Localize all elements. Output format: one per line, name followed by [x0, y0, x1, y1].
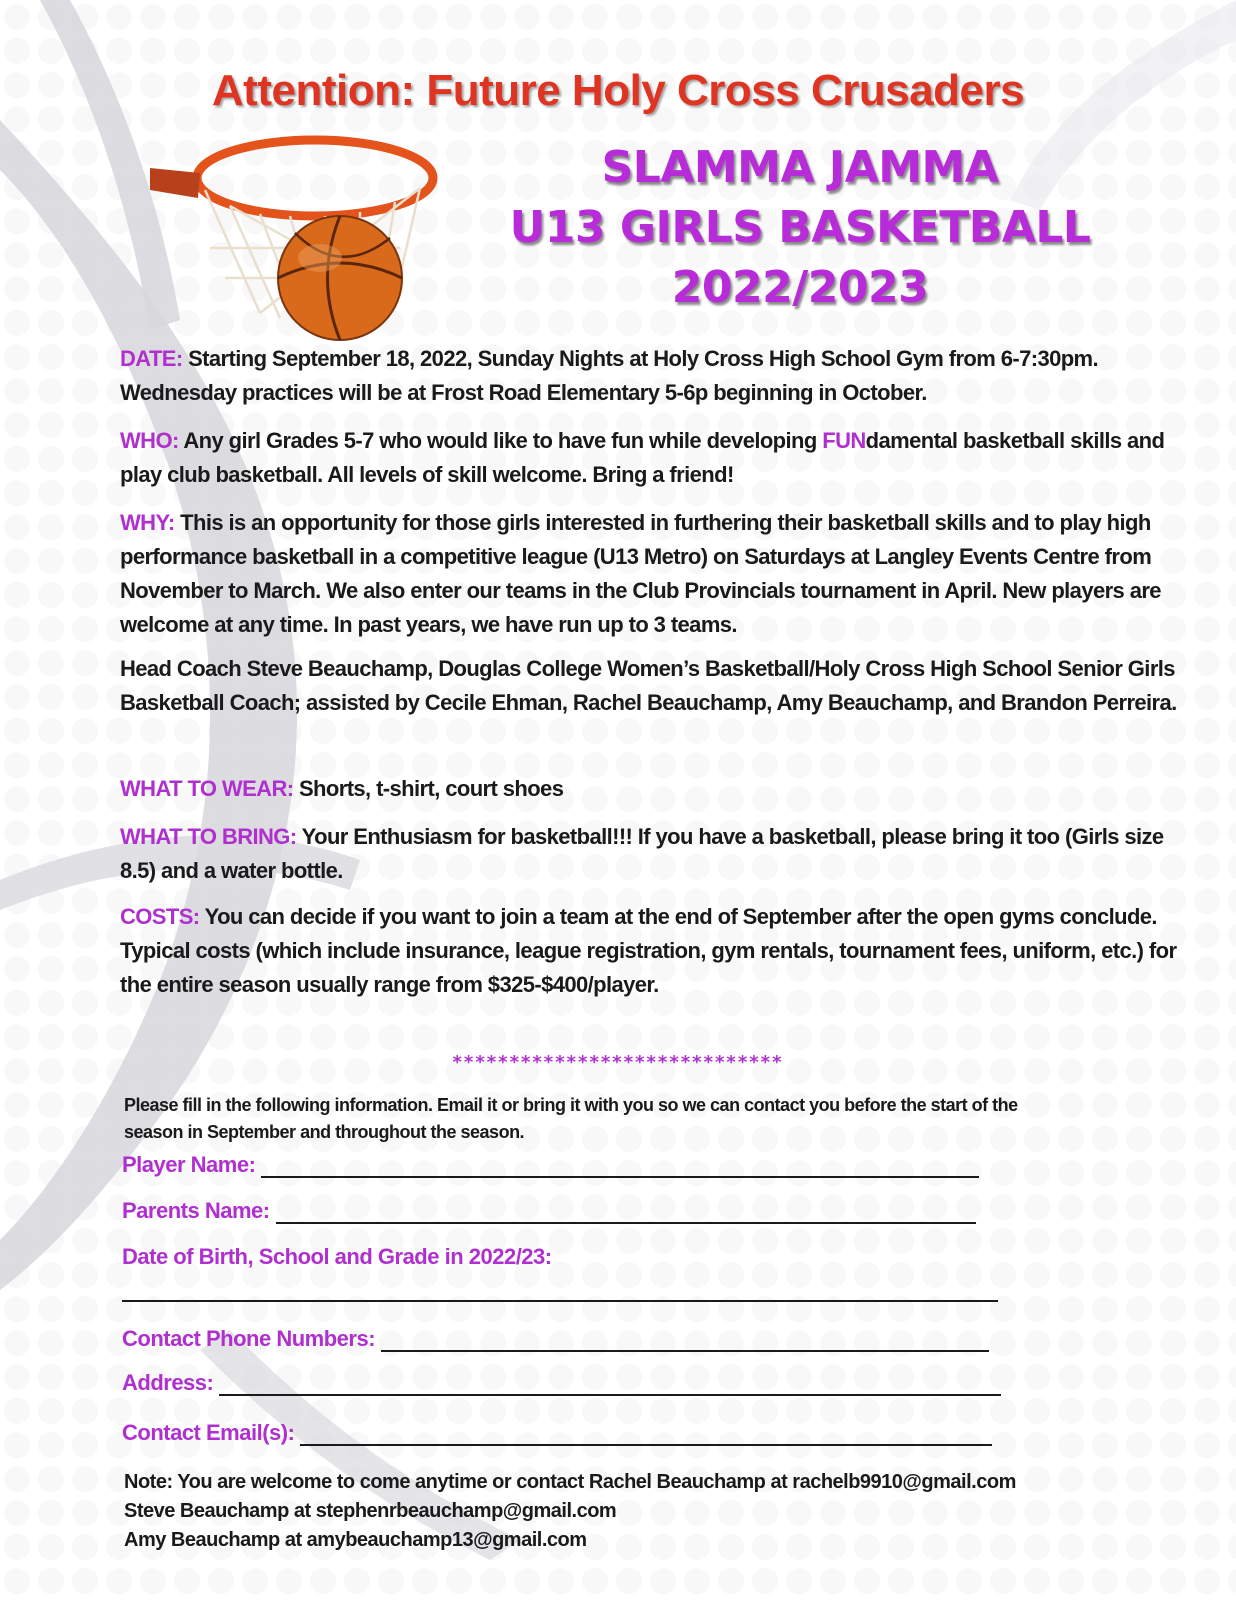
costs-paragraph	[120, 900, 1180, 1002]
note-line-3: Amy Beauchamp at amybeauchamp13@gmail.com	[124, 1529, 587, 1551]
who-fun-highlight: FUN	[822, 428, 866, 453]
basketball-hoop-icon	[150, 128, 440, 348]
form-instructions: Please fill in the following information. Email it or bring it with you so we can contact you before the start of the season in September and throughout the season.	[124, 1095, 1018, 1142]
player-name-label: Player Name:	[122, 1152, 256, 1177]
who-text-after: damental basketball skills and play club basketball. All levels of skill welcome. Bring a friend!	[120, 428, 1165, 487]
contact-phone-label: Contact Phone Numbers:	[122, 1326, 376, 1351]
title-line-1: SLAMMA JAMMA	[601, 142, 999, 193]
coaches-paragraph	[120, 652, 1180, 720]
dob-school-grade-line[interactable]	[122, 1300, 998, 1302]
who-label: WHO:	[120, 428, 179, 453]
attention-heading: Attention: Future Holy Cross Crusaders	[211, 66, 1025, 115]
contact-email-label: Contact Email(s):	[122, 1420, 295, 1445]
what-to-bring-label: WHAT TO BRING:	[120, 824, 297, 849]
contact-email-field[interactable]	[122, 1420, 992, 1446]
player-name-field[interactable]	[122, 1152, 979, 1178]
contact-phone-line[interactable]	[381, 1328, 989, 1352]
title-line-2: U13 GIRLS BASKETBALL	[509, 202, 1091, 253]
who-paragraph	[120, 424, 1180, 492]
parents-name-label: Parents Name:	[122, 1198, 270, 1223]
what-to-wear-text: Shorts, t-shirt, court shoes	[293, 776, 564, 801]
address-field[interactable]	[122, 1370, 1001, 1396]
coaches-text: Head Coach Steve Beauchamp, Douglas College Women’s Basketball/Holy Cross High School Senior Girls Basketball Coach; assisted by Cecile Ehman, Rachel Beauchamp, Amy Beauchamp, and Brandon Perreira.	[120, 656, 1177, 715]
address-label: Address:	[122, 1370, 214, 1395]
contact-email-line[interactable]	[300, 1422, 992, 1446]
dob-school-grade-field	[122, 1244, 552, 1270]
parents-name-field[interactable]	[122, 1198, 976, 1224]
title-line-3: 2022/2023	[671, 262, 929, 313]
dob-school-grade-label: Date of Birth, School and Grade in 2022/23:	[122, 1244, 552, 1269]
why-paragraph	[120, 506, 1180, 642]
title-block	[460, 138, 1140, 318]
date-text: Starting September 18, 2022, Sunday Nights at Holy Cross High School Gym from 6-7:30pm. Wednesday practices will be at Frost Road Elementary 5-6p beginning in October.	[120, 346, 1099, 405]
what-to-bring-text: Your Enthusiasm for basketball!!! If you have a basketball, please bring it too (Girls size 8.5) and a water bottle.	[120, 824, 1164, 883]
costs-label: COSTS:	[120, 904, 200, 929]
what-to-wear-paragraph	[120, 772, 1180, 806]
what-to-wear-label: WHAT TO WEAR:	[120, 776, 294, 801]
date-paragraph	[120, 342, 1180, 410]
note-line-2: Steve Beauchamp at stephenrbeauchamp@gmail.com	[124, 1500, 617, 1522]
who-text-before: Any girl Grades 5-7 who would like to have fun while developing	[178, 428, 823, 453]
contact-phone-field[interactable]	[122, 1326, 989, 1352]
contact-note	[124, 1468, 1124, 1555]
note-line-1: Note: You are welcome to come anytime or contact Rachel Beauchamp at rachelb9910@gmail.com	[124, 1471, 1016, 1493]
costs-text: You can decide if you want to join a team at the end of September after the open gyms conclude. Typical costs (which include insurance, league registration, gym rentals, tournament fees, uniform, etc.) for the entire season usually range from $325-$400/player.	[120, 904, 1177, 997]
player-name-line[interactable]	[261, 1154, 979, 1178]
what-to-bring-paragraph	[120, 820, 1180, 888]
date-label: DATE:	[120, 346, 183, 371]
parents-name-line[interactable]	[276, 1200, 976, 1224]
why-label: WHY:	[120, 510, 175, 535]
why-text: This is an opportunity for those girls interested in furthering their basketball skills and to play high performance basketball in a competitive league (U13 Metro) on Saturdays at Langley Events Centre from November to March. We also enter our teams in the Club Provincials tournament in April. New players are welcome at any time. In past years, we have run up to 3 teams.	[120, 510, 1161, 637]
address-line[interactable]	[219, 1372, 1001, 1396]
section-divider: *****************************	[452, 1052, 784, 1073]
